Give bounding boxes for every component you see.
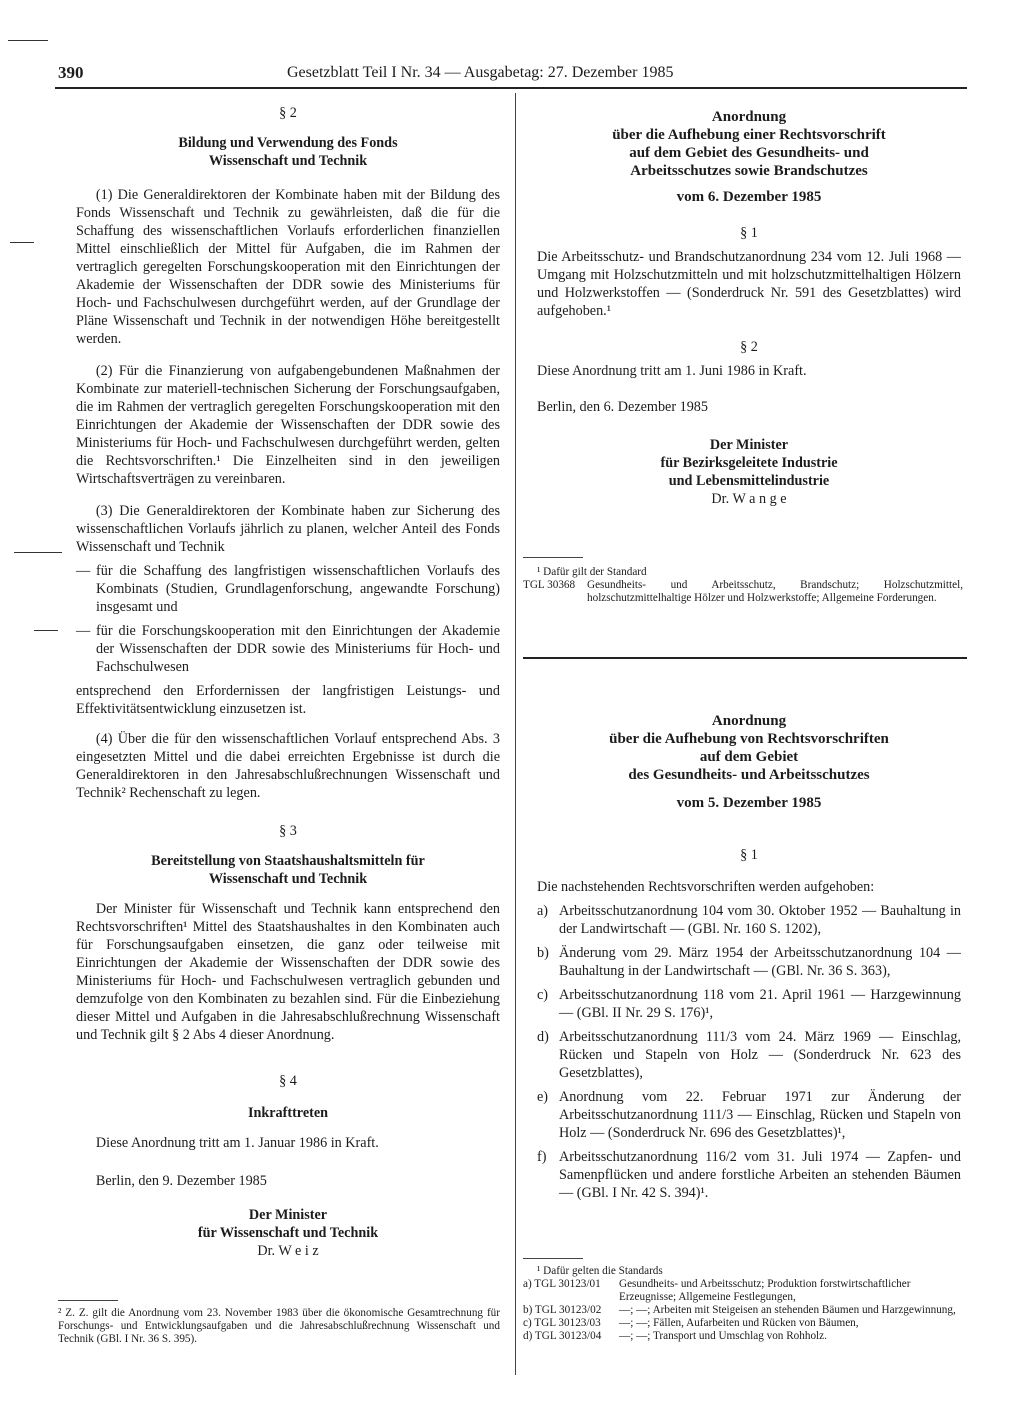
ordinance-1-footnote-entry: [523, 579, 963, 605]
footnote-code: a) TGL 30123/01: [523, 1278, 601, 1290]
section-2-para-2: (2) Für die Finanzierung von aufgabengebundenen Maßnahmen der Kombinate zur materiell-technischen Sicherung der Forschungsaufgaben, die im Rahmen der vertraglich geregelten Forschungskooperation mit den Einrichtungen der Akademie der Wissenschaften der DDR sowie des Ministeriums für Hoch- und Fachschulwesen durchgeführt werden, gelten die Rechtsvorschriften.¹ Die Einzelheiten sind in den jeweiligen Wirtschaftsverträgen zu vereinbaren.: [76, 363, 500, 487]
column-divider: [515, 93, 516, 1375]
ordinance-2: [537, 712, 961, 1208]
ordinance-1-section-2-text: Diese Anordnung tritt am 1. Juni 1986 in Kraft.: [537, 363, 807, 379]
list-item-label: c): [537, 987, 549, 1003]
left-column: [76, 104, 500, 1260]
section-2-para-4: (4) Über die für den wissenschaftlichen Vorlauf entsprechend Abs. 3 eingesetzten Mittel und die dabei erreichten Ergebnisse ist durch die Generaldirektoren in den Jahresabschlußrechnungen Wissenschaft und Technik² Rechenschaft zu legen.: [76, 731, 500, 801]
footnote-text: —; —; Arbeiten mit Steigeisen an stehenden Bäumen und Harzgewinnung,: [619, 1304, 956, 1316]
ordinance-2-title-3: auf dem Gebiet: [699, 749, 799, 765]
section-4-heading: Inkrafttreten: [247, 1105, 329, 1121]
ordinance-2-footnote-list: [523, 1278, 963, 1343]
ordinance-separator-rule: [523, 657, 967, 659]
margin-mark: [34, 630, 58, 631]
list-item-text: Arbeitsschutzanordnung 111/3 vom 24. März 1969 — Einschlag, Rücken und Stapeln von Holz — (Sonderdruck Nr. 623 des Gesetzblattes),: [559, 1029, 961, 1081]
section-4-para-1: Diese Anordnung tritt am 1. Januar 1986 in Kraft.: [95, 1135, 379, 1151]
list-item-text: Anordnung vom 22. Februar 1971 zur Änderung der Arbeitsschutzanordnung 111/3 — Einschlag, Rücken und Stapeln von Holz — (Sonderdruck Nr. 696 des Gesetzblattes)¹,: [559, 1089, 961, 1141]
ordinance-1-place-date: Berlin, den 6. Dezember 1985: [537, 399, 708, 415]
page-number: 390: [58, 63, 84, 82]
ordinance-2-intro: Die nachstehenden Rechtsvorschriften werden aufgehoben:: [537, 879, 875, 895]
ordinance-1-footnote-intro: ¹ Dafür gilt der Standard: [537, 566, 647, 578]
left-footnote-2: ² Z. Z. gilt die Anordnung vom 23. November 1983 über die ökonomische Gesamtrechnung für Forschungs- und Entwicklungsaufgaben und die Jahresabschlußrechnung Wissenschaft und Technik (GBl. I Nr. 36 S. 395).: [58, 1307, 500, 1345]
ordinance-1-signature-ministry-1: für Bezirksgeleitete Industrie: [660, 455, 838, 471]
list-item-label: d): [537, 1029, 549, 1045]
margin-mark: [14, 552, 62, 553]
footnote-entry: [523, 1278, 963, 1304]
footnote-text: —; —; Transport und Umschlag von Rohholz.: [619, 1330, 827, 1342]
footnote-text: Gesundheits- und Arbeitsschutz; Produktion forstwirtschaftlicher Erzeugnisse; Allgemeine Festlegungen,: [619, 1278, 911, 1303]
ordinance-2-title-2: über die Aufhebung von Rechtsvorschriften: [609, 731, 889, 747]
dash-item-1-text: für die Schaffung des langfristigen wissenschaftlichen Vorlaufs des Kombinats (Studien, Grundlagenforschung, angewandte Forschung) insgesamt und: [96, 563, 500, 615]
ordinance-2-title-4: des Gesundheits- und Arbeitsschutzes: [628, 767, 870, 783]
list-item: [537, 986, 961, 1022]
left-signature-title: Der Minister: [248, 1207, 328, 1223]
footnote-text: —; —; Fällen, Aufarbeiten und Rücken von Bäumen,: [619, 1317, 859, 1329]
section-2-para-1: (1) Die Generaldirektoren der Kombinate haben mit der Bildung des Fonds Wissenschaft und Technik zu gewährleisten, daß die für die Schaffung des wissenschaftlichen Vorlaufs erforderlichen finanziellen Mittel einschließlich der Mittel für Aufgaben, die im Rahmen der vertraglich geregelten Forschungskooperation mit den Einrichtungen der Akademie der Wissenschaften der DDR sowie des Ministeriums für Hoch- und Fachschulwesen durchgeführt werden, auf der Grundlage der Pläne Wissenschaft und Technik in der notwendigen Höhe bereitgestellt werden.: [76, 187, 500, 347]
ordinance-1-title-3: auf dem Gebiet des Gesundheits- und: [629, 145, 869, 161]
ordinance-2-footnote: [523, 1258, 963, 1343]
list-item-text: Änderung vom 29. März 1954 der Arbeitsschutzanordnung 104 — Bauhaltung in der Landwirtschaft — (GBl. Nr. 36 S. 363),: [559, 945, 961, 979]
gazette-header: Gesetzblatt Teil I Nr. 34 — Ausgabetag: 27. Dezember 1985: [287, 64, 674, 81]
ordinance-1: [537, 108, 961, 508]
section-3-para-1: Der Minister für Wissenschaft und Technik kann entsprechend den Rechtsvorschriften¹ Mittel des Staatshaushaltes in den Kombinaten auch für Forschungsaufgaben einsetzen, die ganz oder teilweise mit Einrichtungen der Akademie der Wissenschaften der DDR sowie des Ministeriums für Hoch- und Fachschulwesen vertraglich gebunden und demzufolge von den Kombinaten zu bezahlen sind. Für die Einbeziehung dieser Mittel und Aufgaben in die Jahresabschlußrechnung Wissenschaft und Technik gilt § 2 Abs 4 dieser Anordnung.: [76, 901, 500, 1043]
ordinance-1-signature-ministry-2: und Lebensmittelindustrie: [668, 473, 830, 489]
section-2-number: § 2: [279, 105, 297, 121]
list-item: [537, 1148, 961, 1202]
footnote-entry: [523, 1317, 963, 1330]
list-item-label: a): [537, 903, 549, 919]
footnote-code: b) TGL 30123/02: [523, 1304, 602, 1316]
section-4-number: § 4: [279, 1073, 297, 1089]
dash-item-2: — für die Forschungskooperation mit den Einrichtungen der Akademie der Wissenschaften der DDR sowie des Ministeriums für Hoch- und Fachschulwesen: [76, 623, 500, 675]
list-item: [537, 902, 961, 938]
dash-item-1: — für die Schaffung des langfristigen wissenschaftlichen Vorlaufs des Kombinats (Studien, Grundlagenforschung, angewandte Forschung) insgesamt und: [76, 563, 500, 615]
ordinance-1-date: vom 6. Dezember 1985: [676, 189, 822, 205]
ordinance-1-signature-title: Der Minister: [709, 437, 789, 453]
left-place-date: Berlin, den 9. Dezember 1985: [95, 1173, 267, 1189]
section-3-number: § 3: [279, 823, 297, 839]
footnote-entry: [523, 1330, 963, 1343]
ordinance-2-date: vom 5. Dezember 1985: [676, 795, 822, 811]
footnote-code: d) TGL 30123/04: [523, 1330, 602, 1342]
header-rule: [55, 87, 967, 89]
ordinance-1-section-1-text: Die Arbeitsschutz- und Brandschutzanordnung 234 vom 12. Juli 1968 — Umgang mit Holzschutzmitteln und mit holzschutzmittelhaltigen Hölzern und Holzwerkstoffen — (Sonderdruck Nr. 591 des Gesetzblattes) wird aufgehoben.¹: [537, 249, 961, 319]
footnote-separator: [58, 1300, 118, 1301]
footnote-code: c) TGL 30123/03: [523, 1317, 601, 1329]
margin-mark: [10, 242, 34, 243]
margin-mark: [8, 40, 48, 41]
list-item-text: Arbeitsschutzanordnung 118 vom 21. April 1961 — Harzgewinnung — (GBl. II Nr. 29 S. 176)¹,: [559, 987, 961, 1021]
footnote-entry: [523, 1304, 963, 1317]
ordinance-2-section-1-number: § 1: [740, 847, 758, 863]
section-2-para-3b: entsprechend den Erfordernissen der langfristigen Leistungs- und Effektivitätsentwicklung einzusetzen ist.: [76, 683, 500, 717]
ordinance-2-footnote-intro: ¹ Dafür gelten die Standards: [537, 1265, 663, 1277]
ordinance-1-footnote-text: Gesundheits- und Arbeitsschutz, Brandschutz; Holzschutzmittel, holzschutzmittelhaltige Hölzer und Holzwerkstoffe; Allgemeine Forderungen.: [587, 579, 963, 604]
left-signature-ministry: für Wissenschaft und Technik: [197, 1225, 379, 1241]
ordinance-1-footnote: [523, 557, 963, 605]
list-item-text: Arbeitsschutzanordnung 116/2 vom 31. Juli 1974 — Zapfen- und Samenpflücken und andere forstliche Arbeiten an stehenden Bäumen — (GBl. I Nr. 42 S. 394)¹.: [559, 1149, 961, 1201]
list-item-label: b): [537, 945, 549, 961]
ordinance-1-section-2-number: § 2: [740, 339, 758, 355]
ordinance-1-section-1-number: § 1: [740, 225, 758, 241]
section-3-heading: Bereitstellung von Staatshaushaltsmitteln für Wissenschaft und Technik: [151, 853, 425, 887]
footnote-separator: [523, 557, 583, 558]
ordinance-1-title-1: Anordnung: [711, 109, 787, 125]
left-signature-name: Dr. W e i z: [257, 1243, 319, 1259]
ordinance-1-title-2: über die Aufhebung einer Rechtsvorschrift: [612, 127, 886, 143]
list-item-label: e): [537, 1089, 549, 1105]
ordinance-2-title-1: Anordnung: [711, 713, 787, 729]
list-item-text: Arbeitsschutzanordnung 104 vom 30. Oktober 1952 — Bauhaltung in der Landwirtschaft — (GBl. Nr. 160 S. 1202),: [559, 903, 961, 937]
list-item-label: f): [537, 1149, 547, 1165]
section-2-heading: Bildung und Verwendung des Fonds Wissenschaft und Technik: [178, 135, 398, 169]
footnote-separator: [523, 1258, 583, 1259]
left-footnote-block: [58, 1300, 500, 1346]
ordinance-1-footnote-code: TGL 30368: [523, 579, 576, 591]
dash-item-2-text: für die Forschungskooperation mit den Einrichtungen der Akademie der Wissenschaften der DDR sowie des Ministeriums für Hoch- und Fachschulwesen: [96, 623, 500, 675]
ordinance-1-title-4: Arbeitsschutzes sowie Brandschutzes: [630, 163, 868, 179]
list-item: [537, 1088, 961, 1142]
list-item: [537, 944, 961, 980]
ordinance-1-signature-name: Dr. W a n g e: [711, 491, 787, 507]
section-2-para-3: (3) Die Generaldirektoren der Kombinate haben zur Sicherung des wissenschaftlichen Vorlaufs jährlich zu planen, welcher Anteil des Fonds Wissenschaft und Technik: [76, 503, 500, 555]
repealed-regulations-list: [537, 902, 961, 1202]
list-item: [537, 1028, 961, 1082]
